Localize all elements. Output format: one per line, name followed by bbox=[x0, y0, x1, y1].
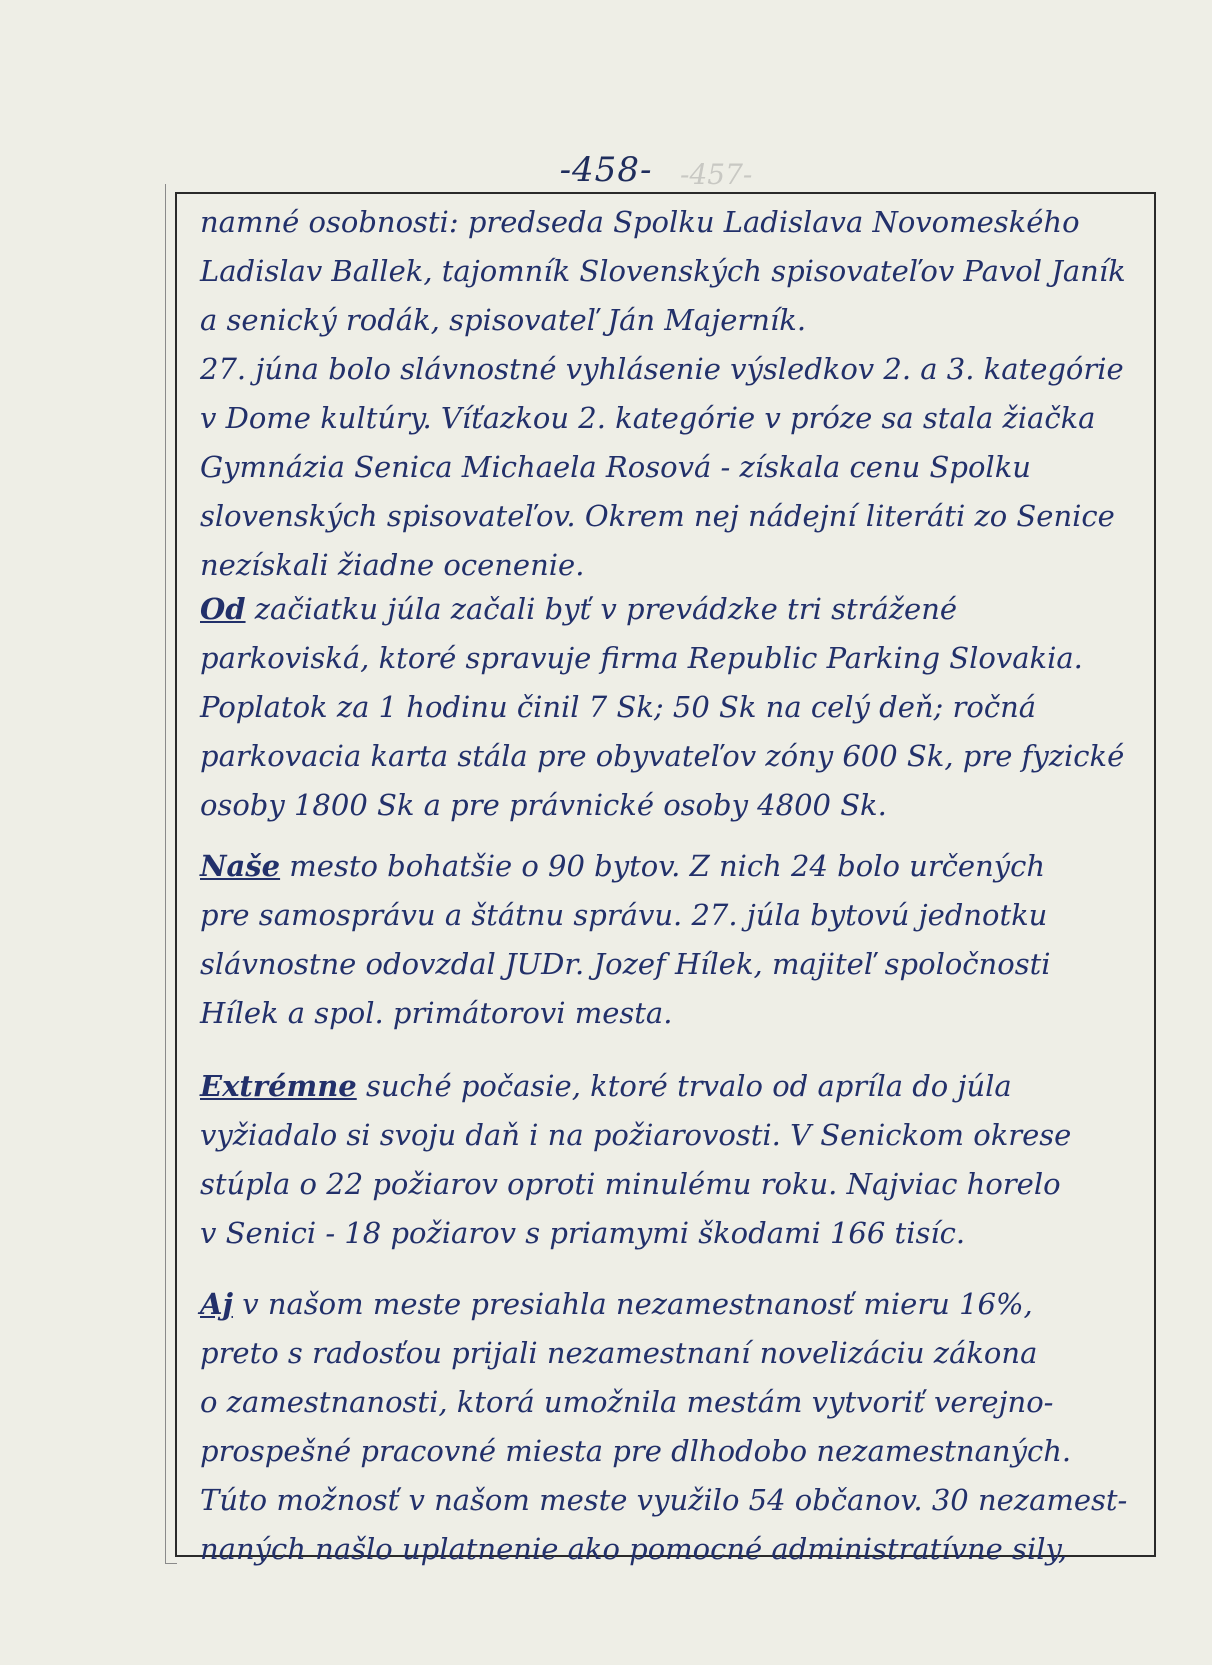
text-line: Poplatok za 1 hodinu činil 7 Sk; 50 Sk na celý deň; ročná bbox=[200, 690, 1037, 724]
text-line: a senický rodák, spisovateľ Ján Majerník. bbox=[200, 303, 807, 337]
text-line: prospešné pracovné miesta pre dlhodobo nezamestnaných. bbox=[200, 1434, 1072, 1468]
text-line: parkoviská, ktoré spravuje firma Republic Parking Slovakia. bbox=[200, 641, 1083, 675]
paragraph-lead: Naše bbox=[200, 849, 281, 883]
paragraph-lead: Aj bbox=[200, 1287, 233, 1321]
text-line: Hílek a spol. primátorovi mesta. bbox=[200, 996, 673, 1030]
paragraph-lead: Od bbox=[200, 592, 246, 626]
text-line-rest: mesto bohatšie o 90 bytov. Z nich 24 bolo určených bbox=[289, 849, 1046, 883]
text-line: vyžiadalo si svoju daň i na požiarovosti. V Senickom okrese bbox=[200, 1118, 1072, 1152]
text-line bbox=[200, 592, 958, 626]
text-line: pre samosprávu a štátnu správu. 27. júla bytovú jednotku bbox=[200, 898, 1048, 932]
text-line: namné osobnosti: predseda Spolku Ladislava Novomeského bbox=[200, 205, 1080, 239]
text-line: naných našlo uplatnenie ako pomocné administratívne sily, bbox=[200, 1532, 1068, 1566]
paragraph-lead: Extrémne bbox=[200, 1069, 357, 1103]
page-number: -458- bbox=[559, 150, 653, 190]
text-line-rest: začiatku júla začali byť v prevádzke tri strážené bbox=[254, 592, 958, 626]
text-line-rest: suché počasie, ktoré trvalo od apríla do júla bbox=[365, 1069, 1012, 1103]
text-line: stúpla o 22 požiarov oproti minulému roku. Najviac horelo bbox=[200, 1167, 1061, 1201]
text-line: preto s radosťou prijali nezamestnaní novelizáciu zákona bbox=[200, 1336, 1038, 1370]
text-line: Túto možnosť v našom meste využilo 54 občanov. 30 nezamest- bbox=[200, 1483, 1128, 1517]
text-line bbox=[200, 1069, 1012, 1103]
text-line: v Dome kultúry. Víťazkou 2. kategórie v próze sa stala žiačka bbox=[200, 401, 1096, 435]
text-line bbox=[200, 1287, 1033, 1321]
text-line: slávnostne odovzdal JUDr. Jozef Hílek, majiteľ spoločnosti bbox=[200, 947, 1051, 981]
text-line: parkovacia karta stála pre obyvateľov zóny 600 Sk, pre fyzické bbox=[200, 739, 1125, 773]
text-line: osoby 1800 Sk a pre právnické osoby 4800 Sk. bbox=[200, 788, 887, 822]
text-line: Ladislav Ballek, tajomník Slovenských spisovateľov Pavol Janík bbox=[200, 254, 1126, 288]
text-line: nezískali žiadne ocenenie. bbox=[200, 548, 585, 582]
text-line: Gymnázia Senica Michaela Rosová - získala cenu Spolku bbox=[200, 450, 1031, 484]
text-line: v Senici - 18 požiarov s priamymi škodami 166 tisíc. bbox=[200, 1216, 966, 1250]
text-line: 27. júna bolo slávnostné vyhlásenie výsledkov 2. a 3. kategórie bbox=[200, 352, 1124, 386]
text-line: slovenských spisovateľov. Okrem nej nádejní literáti zo Senice bbox=[200, 499, 1115, 533]
ghost-page-number: -457- bbox=[680, 158, 753, 191]
text-line bbox=[200, 849, 1046, 883]
text-line-rest: v našom meste presiahla nezamestnanosť mieru 16%, bbox=[242, 1287, 1033, 1321]
text-line: o zamestnanosti, ktorá umožnila mestám vytvoriť verejno- bbox=[200, 1385, 1054, 1419]
